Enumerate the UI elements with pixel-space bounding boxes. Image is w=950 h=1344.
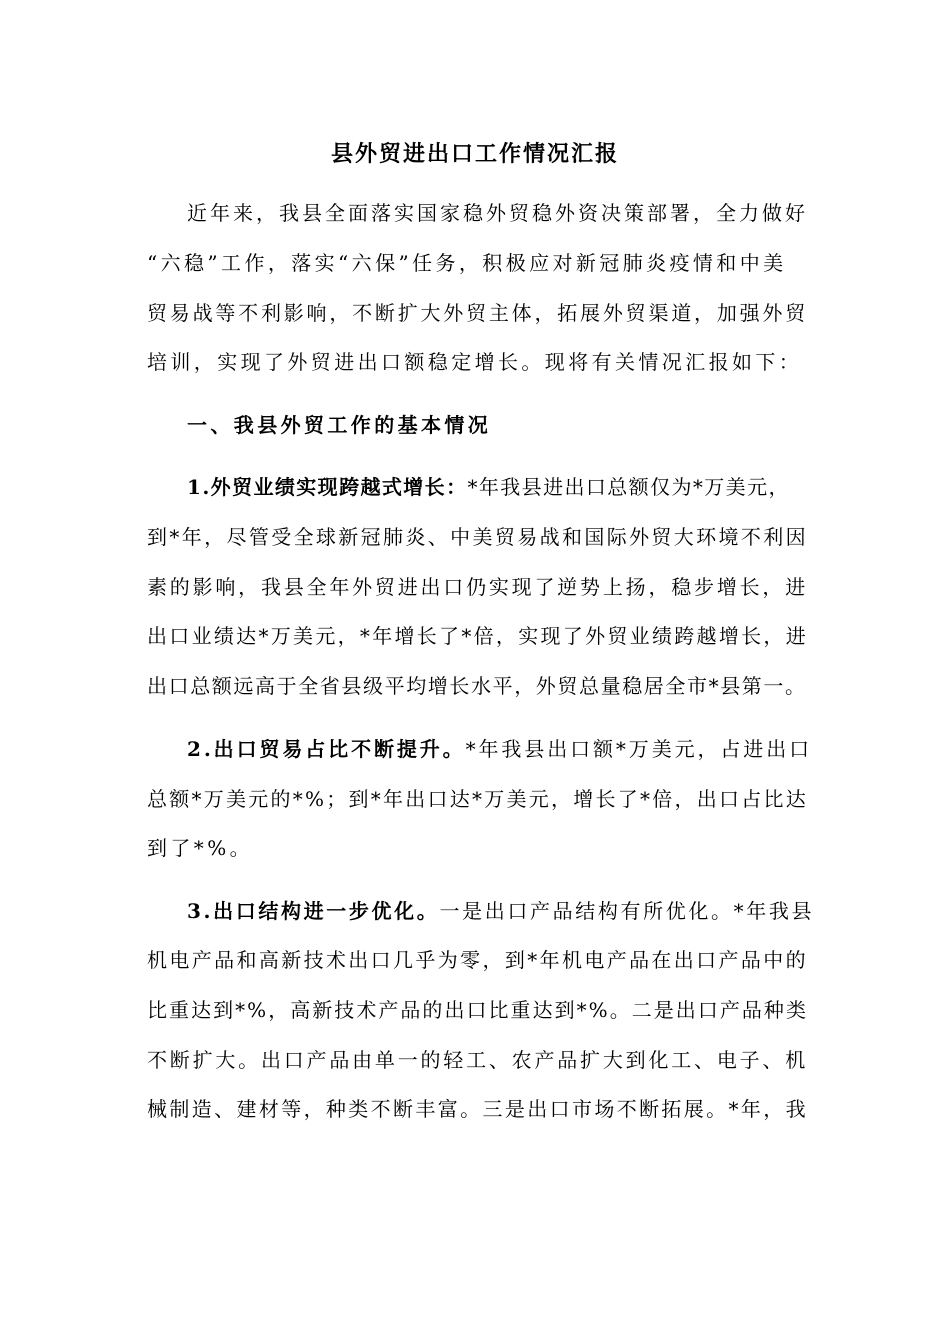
item3-line: 机电产品和高新技术出口几乎为零，到*年机电产品在出口产品中的 xyxy=(147,948,808,972)
item1-line: 素的影响，我县全年外贸进出口仍实现了逆势上扬，稳步增长，进 xyxy=(147,575,808,599)
item1-line: 出口总额远高于全省县级平均增长水平，外贸总量稳居全市*县第一。 xyxy=(147,674,807,698)
item2-line: 总额*万美元的*%；到*年出口达*万美元，增长了*倍，出口占比达 xyxy=(147,787,808,811)
section-heading: 一、我县外贸工作的基本情况 xyxy=(187,413,492,437)
item1-line: 到*年，尽管受全球新冠肺炎、中美贸易战和国际外贸大环境不利因 xyxy=(147,525,808,549)
item3-first-line-rest: 一是出口产品结构有所优化。*年我县 xyxy=(439,899,815,923)
item1-first-line-rest: *年我县进出口总额仅为*万美元， xyxy=(467,475,790,499)
item2-first-line xyxy=(187,734,812,764)
item1-first-line xyxy=(187,472,790,502)
item2-first-line-rest: *年我县出口额*万美元，占进出口 xyxy=(465,737,812,761)
item2-lead: 2.出口贸易占比不断提升。 xyxy=(187,737,466,761)
item3-first-line xyxy=(187,896,814,926)
item3-line: 比重达到*%，高新技术产品的出口比重达到*%。二是出口产品种类 xyxy=(147,998,808,1022)
item1-lead: 1.外贸业绩实现跨越式增长： xyxy=(187,475,468,499)
intro-line: 培训，实现了外贸进出口额稳定增长。现将有关情况汇报如下： xyxy=(147,350,803,374)
intro-line: “六稳”工作，落实“六保”任务，积极应对新冠肺炎疫情和中美 xyxy=(147,251,787,275)
item2-line: 到了*%。 xyxy=(147,836,254,860)
intro-line: 近年来，我县全面落实国家稳外贸稳外资决策部署，全力做好 xyxy=(187,201,808,225)
item3-line: 械制造、建材等，种类不断丰富。三是出口市场不断拓展。*年，我 xyxy=(147,1097,808,1121)
item3-line: 不断扩大。出口产品由单一的轻工、农产品扩大到化工、电子、机 xyxy=(147,1048,808,1072)
item1-line: 出口业绩达*万美元，*年增长了*倍，实现了外贸业绩跨越增长，进 xyxy=(147,624,808,648)
document-title: 县外贸进出口工作情况汇报 xyxy=(330,141,619,167)
intro-line: 贸易战等不利影响，不断扩大外贸主体，拓展外贸渠道，加强外贸 xyxy=(147,301,808,325)
item3-lead: 3.出口结构进一步优化。 xyxy=(187,899,440,923)
